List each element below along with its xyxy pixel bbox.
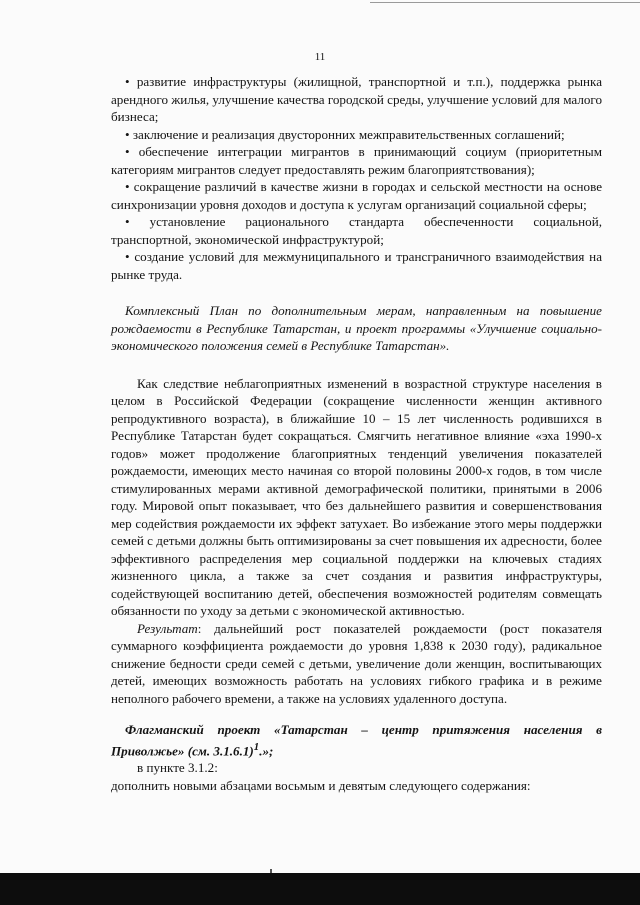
flagship-project-title: Флагманский проект «Татарстан – центр притяжения населения в Приволжье» (см. 3.1.6.1) [111, 722, 602, 758]
result-paragraph [111, 620, 602, 708]
bullet-item: • заключение и реализация двусторонних межправительственных соглашений; [111, 126, 602, 144]
bullet-item: • сокращение различий в качестве жизни в городах и сельской местности на основе синхронизации уровня доходов и доступа к услугам организаций социальной сферы; [111, 178, 602, 213]
clause-line: в пункте 3.1.2: [137, 760, 218, 776]
result-label: Результат [137, 620, 198, 636]
page-number: 11 [314, 51, 326, 63]
flagship-tail: .»; [259, 742, 274, 758]
bullet-item: • создание условий для межмуниципального и трансграничного взаимодействия на рынке труда. [111, 248, 602, 283]
scan-top-edge-line [370, 2, 640, 3]
result-text: : дальнейший рост показателей рождаемости (рост показателя суммарного коэффициента рождаемости до уровня 1,838 к 2030 году), радикальное снижение бедности среди семей с детьми, увеличение доли женщин, воспитывающих детей, имеющих возможность работать на условиях гибкого графика и в режиме неполного рабочего времени, а также на условиях удаленного доступа. [111, 620, 602, 706]
document-body [111, 73, 602, 794]
bullet-item: • обеспечение интеграции мигрантов в принимающий социум (приоритетным категориям мигрантов следует предоставлять режим благоприятствования); [111, 143, 602, 178]
footnote-marker: 1 [253, 740, 260, 753]
bullet-item: • установление рационального стандарта обеспеченности социальной, транспортной, экономической инфраструктурой; [111, 213, 602, 248]
scan-bottom-border [0, 873, 640, 905]
body-paragraph: Как следствие неблагоприятных изменений в возрастной структуре населения в целом в Российской Федерации (сокращение численности женщин активного репродуктивного возраста), в ближайшие 10 – 15 лет численность родившихся в Республике Татарстан будет сокращаться. Смягчить негативное влияние «эха 1990-х годов» может продолжение благоприятных тенденций увеличения показателей рождаемости, имеющих место начиная со второй половины 2000-х годов, в том числе стимулированных мерами активной демографической политики, принятыми в 2006 году. Мировой опыт показывает, что без дальнейшего развития и совершенствования мер содействия рождаемости их эффект затухает. Во избежание этого меры поддержки семей с детьми должны быть оптимизированы за счет повышения их адресности, более эффективного распределения мер социальной поддержки на ключевых стадиях жизненного цикла, а также за счет создания и развития инфраструктуры, содействующей воспитанию детей, обеспечения возможностей родителям совмещать обязанности по уходу за детьми с экономической активностью. [111, 375, 602, 618]
flagship-project-line [111, 721, 602, 759]
section-title: Комплексный План по дополнительным мерам, направленным на повышение рождаемости в Республике Татарстан, и проект программы «Улучшение социально-экономического положения семей в Республике Татарстан». [111, 303, 602, 353]
addition-line: дополнить новыми абзацами восьмым и девятым следующего содержания: [111, 777, 531, 793]
bullet-item: • развитие инфраструктуры (жилищной, транспортной и т.п.), поддержка рынка арендного жилья, улучшение качества городской среды, улучшение условий для малого бизнеса; [111, 73, 602, 126]
